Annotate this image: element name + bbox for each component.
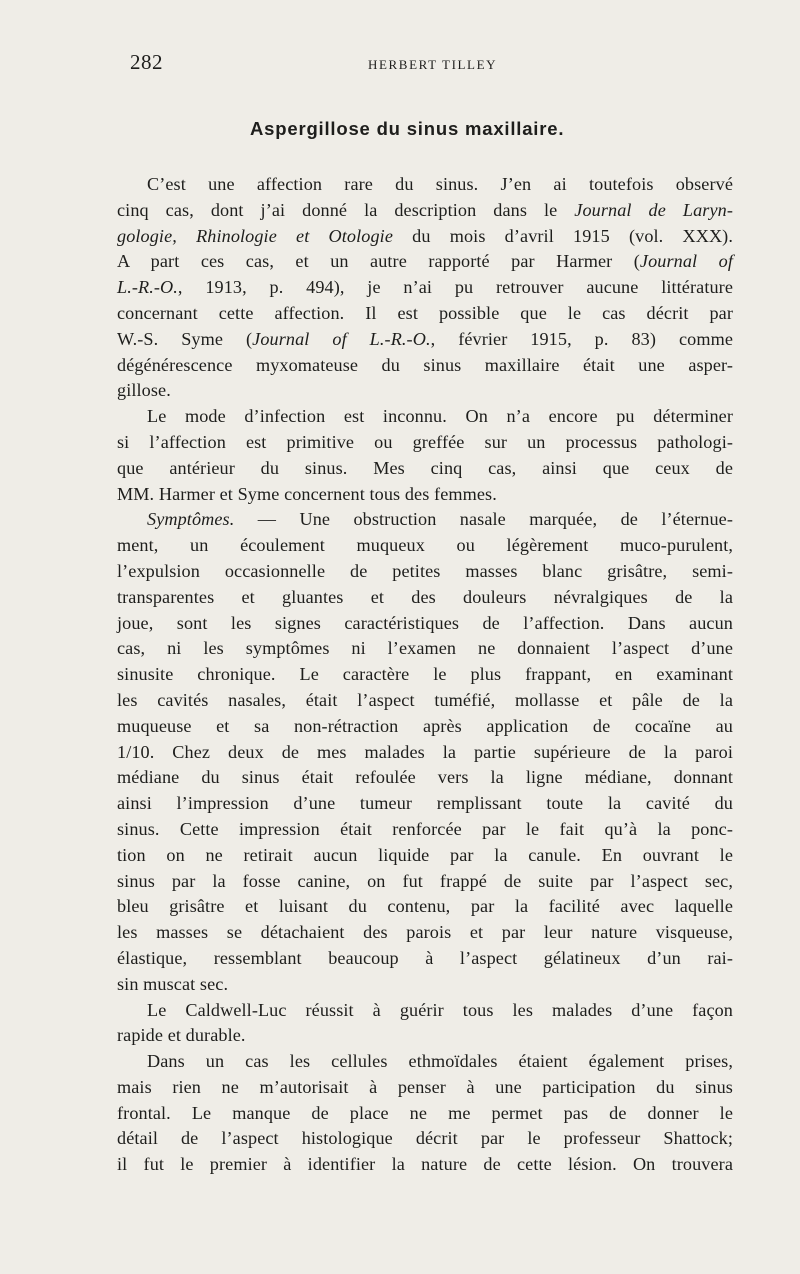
text-line: joue, sont les signes caractéristiques de l’affection. Dans aucun	[117, 612, 733, 633]
text-line: Symptômes. — Une obstruction nasale marquée, de l’éternue-	[147, 509, 734, 530]
text-line: L.-R.-O., 1913, p. 494), je n’ai pu retrouver aucune littérature	[117, 277, 733, 298]
text-line: si l’affection est primitive ou greffée sur un processus pathologi-	[117, 431, 733, 452]
text-line: W.-S. Syme (Journal of L.-R.-O., février 1915, p. 83) comme	[117, 328, 733, 349]
running-head: HERBERT TILLEY	[368, 57, 498, 72]
text-line: MM. Harmer et Syme concernent tous des femmes.	[117, 483, 497, 504]
text-line: C’est une affection rare du sinus. J’en ai toutefois observé	[147, 174, 733, 194]
text-line: concernant cette affection. Il est possible que le cas décrit par	[117, 302, 733, 323]
symptomes-heading: Symptômes.	[147, 509, 235, 530]
text-line: A part ces cas, et un autre rapporté par Harmer (Journal of	[117, 251, 734, 272]
text-line: sinus. Cette impression était renforcée par le fait qu’à la ponc-	[117, 818, 733, 839]
text-line: Dans un cas les cellules ethmoïdales étaient également prises,	[147, 1051, 733, 1072]
text-line: il fut le premier à identifier la nature de cette lésion. On trouvera	[117, 1154, 733, 1175]
text-line: tion on ne retirait aucun liquide par la canule. En ouvrant le	[117, 844, 733, 865]
page-number: 282	[130, 50, 163, 74]
body-text	[117, 172, 733, 1178]
text-line: médiane du sinus était refoulée vers la ligne médiane, donnant	[117, 767, 733, 788]
text-line: frontal. Le manque de place ne me permet pas de donner le	[117, 1102, 733, 1123]
text-line: élastique, ressemblant beaucoup à l’aspect gélatineux d’un rai-	[117, 947, 733, 968]
text-line: cinq cas, dont j’ai donné la description dans le Journal de Laryn-	[117, 199, 733, 220]
text-line: mais rien ne m’autorisait à penser à une participation du sinus	[117, 1076, 733, 1097]
text-line: Le mode d’infection est inconnu. On n’a encore pu déterminer	[147, 406, 733, 427]
text-line: détail de l’aspect histologique décrit par le professeur Shattock;	[117, 1128, 733, 1149]
text-line: sinus par la fosse canine, on fut frappé de suite par l’aspect sec,	[117, 870, 733, 891]
text-line: que antérieur du sinus. Mes cinq cas, ainsi que ceux de	[117, 457, 733, 478]
text-line: sinusite chronique. Le caractère le plus frappant, en examinant	[117, 664, 733, 685]
text-line: rapide et durable.	[117, 1025, 246, 1046]
text-line: les masses se détachaient des parois et par leur nature visqueuse,	[117, 922, 733, 943]
text-line: dégénérescence myxomateuse du sinus maxillaire était une asper-	[117, 354, 733, 375]
page-header	[118, 50, 732, 78]
text-line: transparentes et gluantes et des douleurs névralgiques de la	[117, 586, 733, 607]
text-line: gologie, Rhinologie et Otologie du mois d’avril 1915 (vol. XXX).	[117, 225, 733, 246]
text-line: ainsi l’impression d’une tumeur remplissant toute la cavité du	[117, 793, 733, 814]
text-line: Le Caldwell-Luc réussit à guérir tous les malades d’une façon	[147, 999, 733, 1020]
text-line: l’expulsion occasionnelle de petites masses blanc grisâtre, semi-	[117, 560, 733, 581]
section-title: Aspergillose du sinus maxillaire.	[250, 118, 565, 139]
text-line: 1/10. Chez deux de mes malades la partie supérieure de la paroi	[117, 741, 733, 762]
text-line: ment, un écoulement muqueux ou légèrement muco-purulent,	[117, 535, 733, 556]
text-line: les cavités nasales, était l’aspect tuméfié, mollasse et pâle de la	[117, 689, 733, 710]
text-line: cas, ni les symptômes ni l’examen ne donnaient l’aspect d’une	[117, 638, 733, 659]
text-line: sin muscat sec.	[117, 973, 229, 994]
text-line: gillose.	[117, 380, 171, 401]
text-line: muqueuse et sa non-rétraction après application de cocaïne au	[117, 715, 733, 736]
text-line: bleu grisâtre et luisant du contenu, par la facilité avec laquelle	[117, 896, 733, 917]
